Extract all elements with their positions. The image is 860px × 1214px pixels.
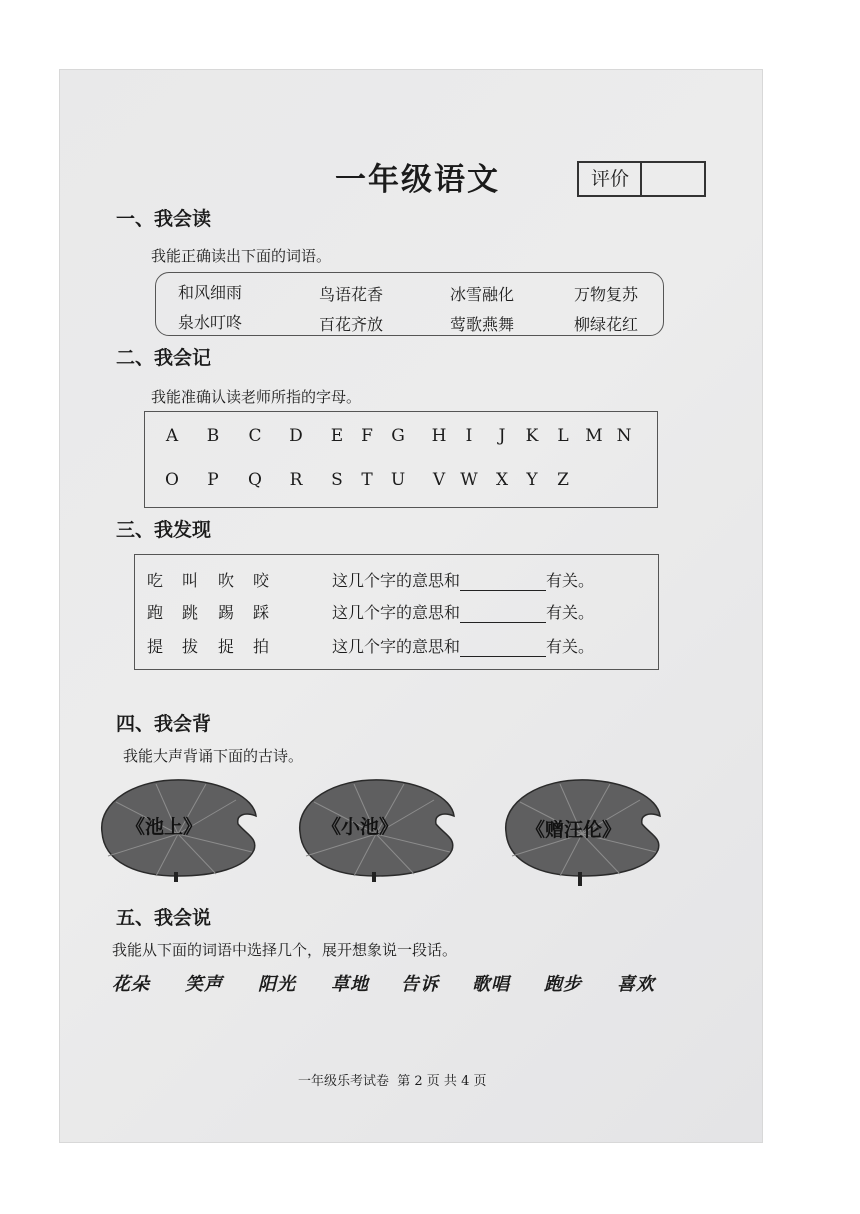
letter: O bbox=[165, 470, 179, 490]
vocabulary-word: 喜欢 bbox=[617, 974, 655, 995]
letter: V bbox=[432, 470, 446, 490]
letter: Y bbox=[526, 470, 538, 490]
letter: J bbox=[498, 426, 506, 446]
section-2-instruction: 我能准确认读老师所指的字母。 bbox=[151, 388, 362, 406]
word: 莺歌燕舞 bbox=[450, 315, 515, 334]
section-3-heading: 三、我发现 bbox=[116, 519, 212, 541]
section-5-heading: 五、我会说 bbox=[116, 907, 212, 929]
letter: L bbox=[557, 426, 569, 446]
letter: Q bbox=[248, 470, 262, 490]
vocabulary-word: 草地 bbox=[331, 974, 369, 995]
letter: H bbox=[431, 426, 447, 446]
section-2-heading: 二、我会记 bbox=[116, 347, 212, 369]
letter: T bbox=[361, 470, 373, 490]
word: 鸟语花香 bbox=[319, 285, 384, 304]
answer-blank[interactable] bbox=[460, 638, 546, 657]
vocabulary-word: 花朵 bbox=[112, 974, 150, 995]
letter: W bbox=[460, 470, 478, 490]
letter: K bbox=[525, 426, 539, 446]
vocabulary-word: 跑步 bbox=[544, 974, 582, 995]
answer-blank[interactable] bbox=[460, 604, 546, 623]
page-footer: 一年级乐考试卷 第 2 页 共 4 页 bbox=[298, 1074, 487, 1089]
page-title: 一年级语文 bbox=[335, 162, 500, 198]
word: 泉水叮咚 bbox=[178, 313, 243, 332]
letter: C bbox=[248, 426, 262, 446]
section-4-heading: 四、我会背 bbox=[116, 713, 212, 735]
evaluation-label: 评价 bbox=[579, 163, 642, 195]
letter: A bbox=[165, 426, 179, 446]
character: 吃 bbox=[147, 571, 164, 590]
letter: S bbox=[331, 470, 343, 490]
letter: X bbox=[495, 470, 509, 490]
word: 柳绿花红 bbox=[574, 315, 639, 334]
letter: B bbox=[206, 426, 220, 446]
character: 踩 bbox=[253, 603, 270, 622]
letter: N bbox=[616, 426, 632, 446]
poem-title: 《池上》 bbox=[126, 816, 203, 838]
letter: M bbox=[585, 426, 603, 446]
letter: P bbox=[207, 470, 219, 490]
character: 吹 bbox=[218, 571, 235, 590]
section-5-instruction: 我能从下面的词语中选择几个，展开想象说一段话。 bbox=[112, 941, 458, 959]
section-4-instruction: 我能大声背诵下面的古诗。 bbox=[123, 747, 304, 765]
letter: U bbox=[390, 470, 406, 490]
evaluation-box bbox=[577, 161, 706, 197]
character: 咬 bbox=[253, 571, 270, 590]
word: 冰雪融化 bbox=[450, 285, 515, 304]
fill-sentence: 这几个字的意思和 有关。 bbox=[332, 603, 595, 622]
vocabulary-word: 阳光 bbox=[258, 974, 296, 995]
character: 叫 bbox=[182, 571, 199, 590]
vocabulary-word: 笑声 bbox=[185, 974, 223, 995]
vocabulary-word: 告诉 bbox=[401, 974, 439, 995]
fill-sentence: 这几个字的意思和 有关。 bbox=[332, 637, 595, 656]
poem-title: 《小池》 bbox=[322, 816, 399, 838]
answer-blank[interactable] bbox=[460, 572, 546, 591]
section-1-heading: 一、我会读 bbox=[116, 208, 212, 230]
word: 万物复苏 bbox=[574, 285, 639, 304]
character: 跳 bbox=[182, 603, 199, 622]
poem-title: 《赠汪伦》 bbox=[526, 819, 622, 841]
vocabulary-word: 歌唱 bbox=[472, 974, 510, 995]
letter: Z bbox=[557, 470, 569, 490]
character: 拔 bbox=[182, 637, 199, 656]
character: 拍 bbox=[253, 637, 270, 656]
letter: R bbox=[289, 470, 303, 490]
letter: E bbox=[330, 426, 344, 446]
letter: F bbox=[361, 426, 373, 446]
character: 踢 bbox=[218, 603, 235, 622]
fill-sentence: 这几个字的意思和 有关。 bbox=[332, 571, 595, 590]
character: 捉 bbox=[218, 637, 235, 656]
word: 和风细雨 bbox=[178, 283, 243, 302]
section-1-instruction: 我能正确读出下面的词语。 bbox=[151, 247, 332, 265]
word: 百花齐放 bbox=[319, 315, 384, 334]
character: 跑 bbox=[147, 603, 164, 622]
letter: I bbox=[465, 426, 473, 446]
letter: D bbox=[289, 426, 303, 446]
letter: G bbox=[391, 426, 405, 446]
character: 提 bbox=[147, 637, 164, 656]
